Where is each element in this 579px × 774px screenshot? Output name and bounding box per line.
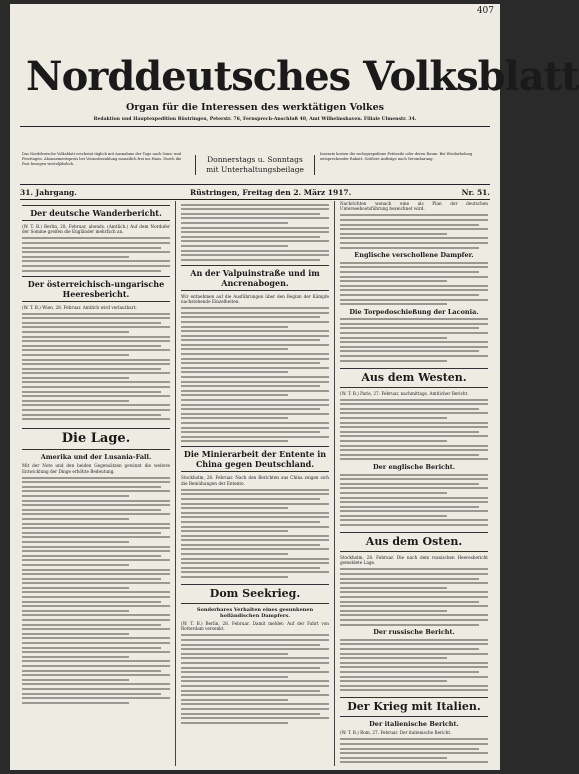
article-text: (W. T. B.) Berlin, 28. Februar, abends. (Amtlich.) Auf dem Nordufer der Somme greifen die Engländer mehrfach an. (22, 224, 170, 235)
masthead-info-line: Redaktion und Hauptexpedition Rüstringen, Peterstr. 76, Fernsprech-Anschluß 48, Amt Wilhelmshaven. Filiale Ulmenstr. 34. (93, 117, 417, 122)
article-subheading: Der italienische Bericht. (369, 720, 459, 729)
schedule-line-2: mit Unterhaltungsbeilage (206, 165, 304, 174)
article-heading-lead: Die Lage. (22, 428, 170, 450)
article-text: Mit der Note und den beiden Gegensätzen gewinnt die weitere Entwicklung der Dinge erhöhte Bedeutung. (22, 463, 170, 474)
column-3 (340, 201, 488, 766)
article-text: Stockholm, 28. Februar. Nach den Berichten aus China zeigen sich die Bemühungen der Entente. (181, 475, 329, 486)
article-body (340, 568, 488, 625)
article-subheading: Der russische Bericht. (373, 628, 455, 637)
article-body (340, 399, 488, 461)
article-heading: Die Torpedoschießung der Laconia. (349, 307, 479, 316)
column-divider (175, 201, 176, 766)
article-heading: Aus dem Osten. (340, 532, 488, 552)
article-body (340, 738, 488, 763)
schedule-box (195, 155, 315, 175)
masthead-subtitle: Organ für die Interessen des werktätigen Volkes (125, 102, 384, 113)
dateline-rule-bottom (20, 199, 490, 200)
article-heading: Englische verschollene Dampfer. (354, 251, 474, 260)
article-body (22, 477, 170, 704)
article-body (340, 262, 488, 305)
article-text: Stockholm, 28. Februar. Die nach dem russischen Heeresbericht gemeldete Lage. (340, 555, 488, 566)
article-text: (W. T. B.) Paris, 27. Februar, nachmittags. Amtlicher Bericht. (340, 390, 469, 396)
dateline-rule-top (20, 184, 490, 185)
masthead-rule (20, 126, 490, 127)
article-text: Wir entnehmen auf die Ausführungen über den Beginn der Kämpfe nachstehende Einzelheiten. (181, 293, 329, 305)
article-body (181, 204, 329, 261)
subscription-fineprint: Das Norddeutsche Volksblatt erscheint täglich mit Ausnahme der Tage nach Sonn- und Feiertagen. Abonnementspreis bei Vorausbezahlung monatlich frei ins Haus. Durch die Post bezogen vierteljährlich. (22, 152, 182, 166)
advertising-fineprint: Inserate kosten die sechsgespaltene Petitzeile oder deren Raum. Bei Wiederholung entsprechender Rabatt. Größere Aufträge nach Vereinbarung. (320, 152, 473, 161)
article-body (340, 474, 488, 527)
article-heading: Dom Seekrieg. (181, 584, 329, 604)
article-text: (W. T. B.) Berlin, 28. Februar. Damit meldet: Auf der Fahrt von Rotterdam versenkt. (181, 621, 329, 632)
article-text: (W. T. B.) Rom, 27. Februar. Der italienische Bericht. (340, 730, 452, 736)
issue-date: Rüstringen, Freitag den 2. März 1917. (190, 188, 352, 197)
page-number: 407 (476, 6, 494, 16)
article-body (22, 313, 170, 421)
article-subheading: Amerika und der Lusania-Fall. (40, 453, 152, 462)
article-body (181, 634, 329, 723)
masthead-title: Norddeutsches Volksblatt (26, 53, 579, 100)
article-heading: Aus dem Westen. (340, 368, 488, 388)
column-divider (334, 201, 335, 766)
article-heading: Der österreichisch-ungarische Heeresbericht. (22, 276, 170, 302)
article-body (340, 639, 488, 692)
article-body (22, 237, 170, 271)
article-heading: Der Krieg mit Italien. (340, 697, 488, 717)
newspaper-page (10, 4, 579, 770)
column-2 (181, 201, 329, 766)
article-subheading: Sonderbares Verhalten eines gesunkenen holländischen Dampfers. (196, 607, 314, 620)
volume-year: 31. Jahrgang. (20, 188, 77, 197)
issue-number: Nr. 51. (461, 188, 490, 197)
column-1 (22, 201, 170, 766)
article-body (181, 489, 329, 578)
article-heading: Die Minierarbeit der Entente in China gegen Deutschland. (181, 446, 329, 472)
article-heading: An der Valpuinstraße und im Ancrenabogen. (181, 265, 329, 291)
article-text: Nachrichten wonach eine als Plan der deutschen Unterseebootsführung bezeichnet wird. (340, 201, 488, 212)
article-body (340, 214, 488, 248)
article-body (181, 307, 329, 442)
article-text: (W. T. B.) Wien, 28. Februar. Amtlich wird verlautbart: (22, 304, 137, 310)
article-subheading: Der englische Bericht. (372, 462, 456, 471)
article-body (340, 318, 488, 361)
schedule-line-1: Donnerstags u. Sonntags (207, 155, 303, 164)
article-heading: Der deutsche Wanderbericht. (22, 205, 170, 221)
